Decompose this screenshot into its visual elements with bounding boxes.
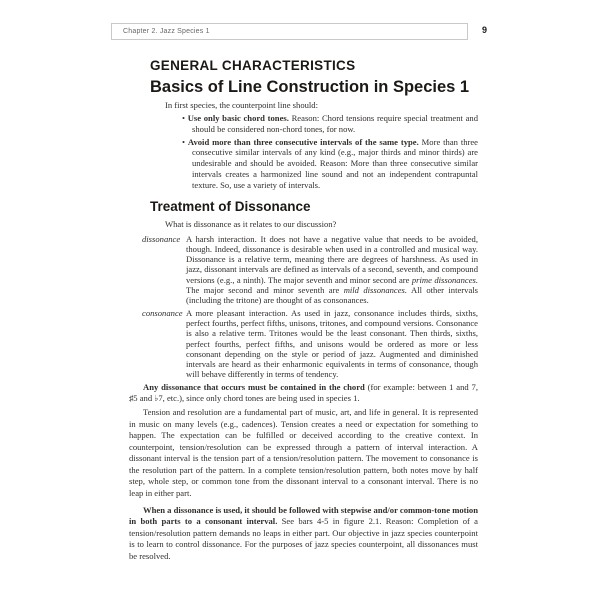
- definition-list: [129, 234, 478, 380]
- definition-text: [186, 308, 478, 380]
- definition-term: consonance: [142, 307, 183, 318]
- intro-sentence: In first species, the counterpoint line should:: [165, 100, 318, 110]
- definition-italic-segment: prime dissonances.: [411, 274, 478, 285]
- subsection-heading-basics-of-line-construction: Basics of Line Construction in Species 1: [150, 78, 470, 96]
- page-content: [129, 59, 478, 563]
- definition-text: [186, 234, 478, 306]
- bullet-body-text: Reason: Chord tensions require special treatment and should be considered non-chord tones, for now.: [192, 113, 479, 134]
- paragraph-contained-dissonance: [129, 382, 478, 405]
- definition-row-dissonance: [129, 234, 478, 306]
- definition-text-segment: All other intervals (including the tritone) are thought of as consonances.: [186, 285, 478, 306]
- paragraph-bold-lead: Any dissonance that occurs must be contained in the chord: [143, 381, 365, 392]
- question-sentence: What is dissonance as it relates to our discussion?: [165, 218, 337, 229]
- list-item: [182, 137, 478, 191]
- bullet-marker: •: [182, 113, 186, 123]
- running-head-box: [111, 23, 468, 40]
- paragraph-body-text: (for example: between 1 and 7, ♯5 and ♭7, etc.), since only chord tones are being used in species 1.: [129, 381, 478, 404]
- paragraph-tension-resolution: Tension and resolution are a fundamental part of music, art, and life in general. It is represented in music on many levels (e.g., cadences). Tension creates a need or expectation for something to happen. The expectation can be fulfilled or deceived according to the creative context. In counterpoint, tension/resolution can be expressed through a pattern of interval interaction. A dissonant interval is the tension part of a tension/resolution pattern. The movement to consonance is the resolution part of the pattern. In a complete tension/resolution pattern, both notes move by half step, whole step, or common tone from the dissonant interval to a consonant interval. There is no leap in either part.: [129, 406, 478, 499]
- definition-italic-segment: mild dissonances.: [343, 285, 408, 296]
- definition-text-segment: The major second and minor seventh are: [186, 285, 340, 296]
- page-number: 9: [482, 25, 488, 35]
- definition-term: dissonance: [142, 233, 181, 244]
- section-heading-general-characteristics: GENERAL CHARACTERISTICS: [150, 58, 356, 73]
- bullet-body-text: More than three consecutive similar intervals of any kind (e.g., major thirds and minor thirds) are undesirable and should be avoided. Reason: More than three consecutive similar intervals creates a harmonized line sound and not an independent contrapuntal texture. So, use a variety of intervals.: [192, 136, 478, 190]
- list-item: [182, 113, 478, 135]
- bullet-bold-lead: Use only basic chord tones.: [187, 113, 289, 123]
- definition-text-segment: A more pleasant interaction. As used in jazz, consonance includes thirds, sixths, perfect fourths, perfect fifths, unisons, tritones, and compound versions. Consonance is also a relative term. Tritones would be the least consonant. Then thirds, sixths, perfect fourths, perfect fifths, and unisons would be ordered as more or less consonant depending on the style or period of jazz. Augmented and diminished intervals are heard as their enharmonic equivalents in terms of consonance, though will behave differently in terms of tendency.: [186, 307, 478, 380]
- bullet-bold-lead: Avoid more than three consecutive intervals of the same type.: [187, 136, 419, 147]
- paragraph-bold-lead: When a dissonance is used, it should be followed with stepwise and/or common-tone motion in both parts to a consonant interval.: [129, 504, 478, 527]
- paragraph-body-text: See bars 4-5 in figure 2.1. Reason: Completion of a tension/resolution pattern demands no leaps in either part. Our objective in jazz species counterpoint is to learn to control dissonance. For the purposes of jazz species counterpoint, all dissonances must be resolved.: [129, 516, 478, 562]
- running-head-title: Chapter 2. Jazz Species 1: [123, 28, 210, 35]
- definition-text-segment: A harsh interaction. It does not have a negative value that needs to be avoided, though. Indeed, dissonance is desirable when used in a controlled and musical way. Dissonance is a relative term, meaning there are degrees of harshness. As used in jazz, dissonant intervals are defined as intervals of a second, seventh, and compound versions (e.g., a ninth). The major seventh and minor second are: [186, 233, 478, 285]
- section-heading-treatment-of-dissonance: Treatment of Dissonance: [150, 198, 311, 214]
- paragraph-dissonance-resolution-rule: [129, 505, 478, 563]
- bullet-list: [129, 113, 478, 191]
- bullet-marker: •: [182, 136, 186, 147]
- definition-row-consonance: [129, 308, 478, 380]
